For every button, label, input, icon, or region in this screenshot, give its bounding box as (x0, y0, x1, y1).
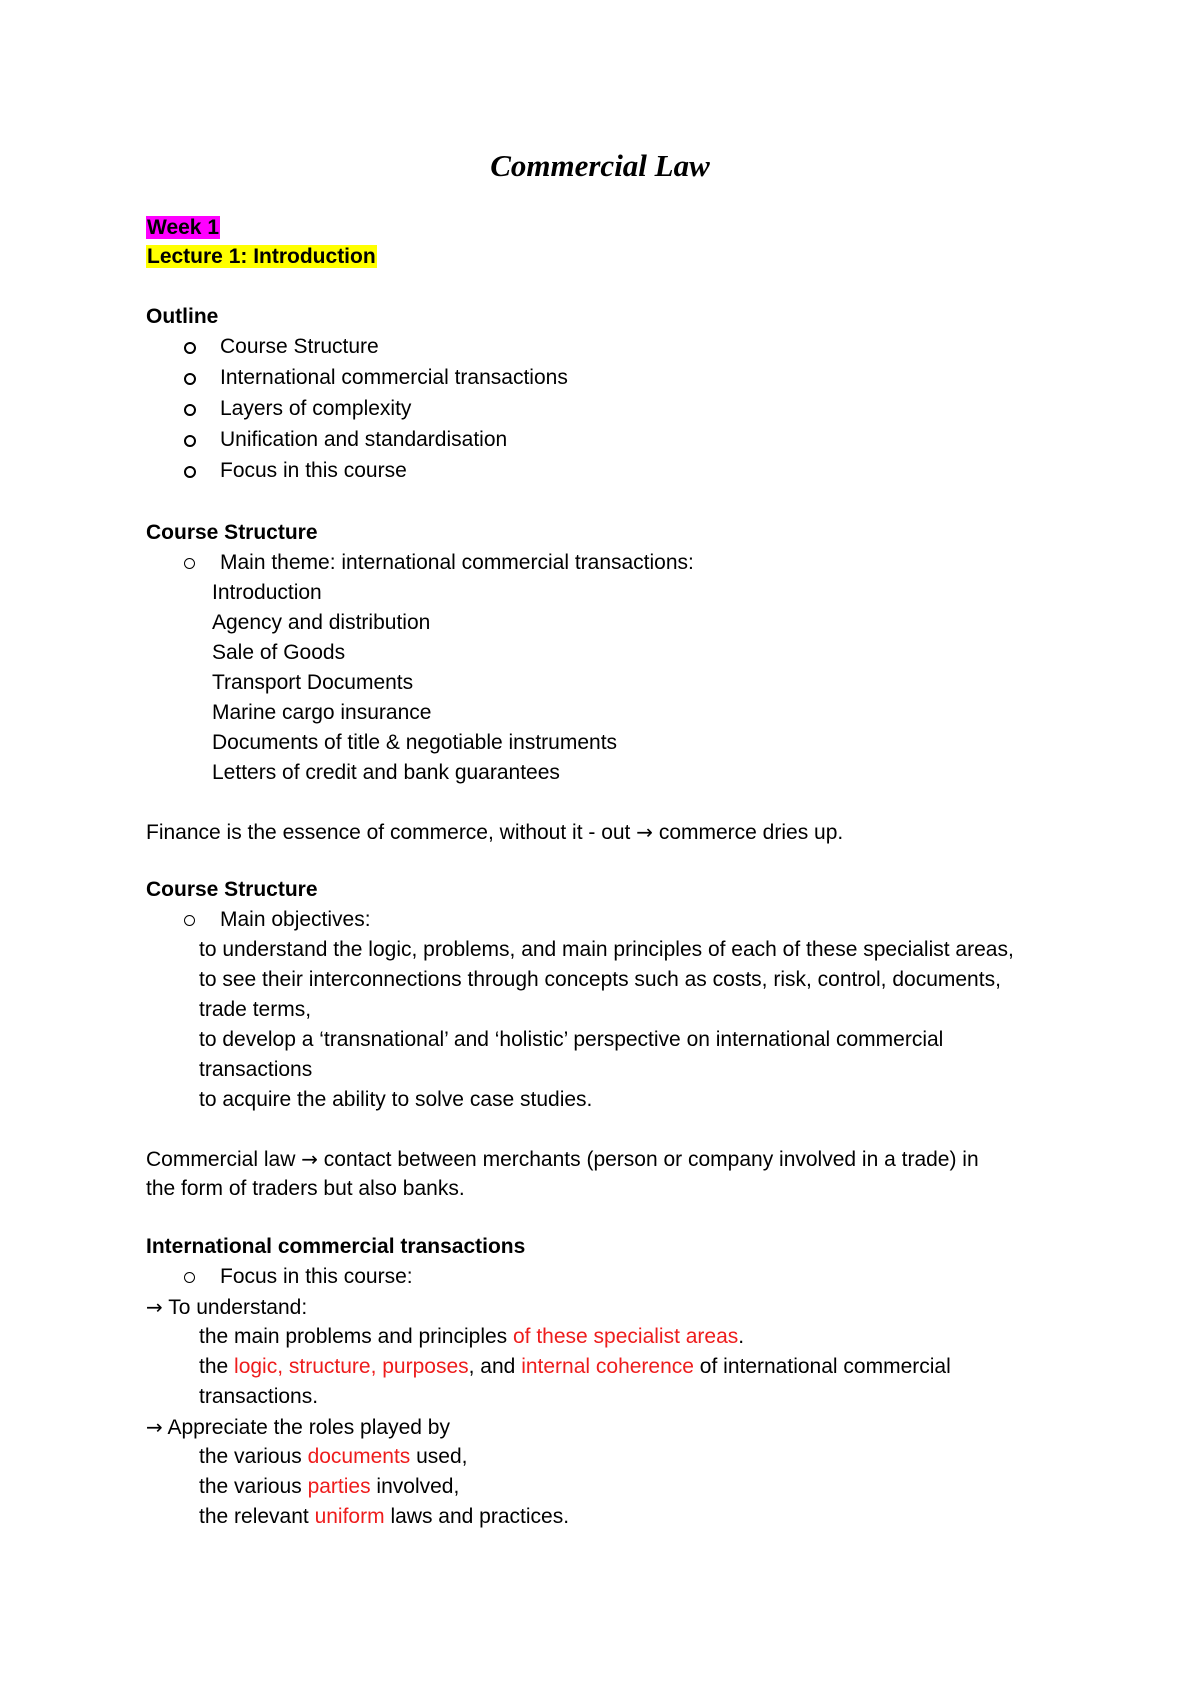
week-label: Week 1 (147, 216, 219, 239)
finance-note-text-end: commerce dries up. (652, 821, 844, 844)
main-objectives-bullet: Main objectives: (220, 908, 371, 931)
week-label-line (146, 214, 220, 242)
text-segment: the main problems and principles (199, 1325, 513, 1348)
text-segment: the various (199, 1445, 308, 1468)
course-structure-heading: Course Structure (146, 521, 318, 544)
topic-item: Documents of title & negotiable instruments (212, 731, 618, 754)
commercial-law-note-text: Commercial law (146, 1148, 302, 1171)
appreciate-line (199, 1473, 459, 1501)
appreciate-line (199, 1503, 569, 1531)
text-segment: involved, (370, 1475, 460, 1498)
arrow-right-icon: → (636, 820, 653, 844)
objective-line: to see their interconnections through concepts such as costs, risk, control, documents, (199, 968, 1001, 991)
outline-heading: Outline (146, 305, 219, 328)
outline-bullet-icon (184, 373, 196, 385)
outline-bullet-icon (184, 435, 196, 447)
text-segment: , and (468, 1355, 522, 1378)
topic-item: Marine cargo insurance (212, 701, 432, 724)
topic-item: Sale of Goods (212, 641, 346, 664)
emphasis-text: logic, structure, purposes (234, 1355, 469, 1378)
objective-line: to understand the logic, problems, and main principles of each of these specialist areas, (199, 938, 1014, 961)
emphasis-text: of these specialist areas (513, 1325, 739, 1348)
text-segment: . (738, 1325, 745, 1348)
emphasis-text: internal coherence (521, 1355, 694, 1378)
outline-item: Course Structure (220, 335, 379, 358)
text-segment: the relevant (199, 1505, 315, 1528)
appreciate-label-line (146, 1413, 450, 1441)
understand-label-line (146, 1293, 307, 1321)
course-structure-heading: Course Structure (146, 878, 318, 901)
outline-item: International commercial transactions (220, 366, 568, 389)
lecture-label: Lecture 1: Introduction (147, 245, 376, 268)
finance-note (146, 818, 843, 846)
text-segment: laws and practices. (384, 1505, 570, 1528)
understand-line (199, 1353, 951, 1381)
topic-item: Transport Documents (212, 671, 414, 694)
outline-item: Layers of complexity (220, 397, 412, 420)
ict-heading: International commercial transactions (146, 1235, 526, 1258)
lecture-label-line (146, 243, 377, 271)
text-segment: used, (410, 1445, 468, 1468)
commercial-law-note-line2: the form of traders but also banks. (146, 1177, 465, 1200)
understand-line (199, 1323, 744, 1351)
understand-label: To understand: (162, 1296, 308, 1319)
arrow-right-icon: → (146, 1295, 163, 1319)
document-title: Commercial Law (490, 148, 710, 183)
topic-item: Introduction (212, 581, 322, 604)
finance-note-text: Finance is the essence of commerce, without it - out (146, 821, 637, 844)
arrow-right-icon: → (146, 1415, 163, 1439)
emphasis-text: parties (307, 1475, 371, 1498)
text-segment: the various (199, 1475, 308, 1498)
outline-bullet-icon (184, 466, 196, 478)
emphasis-text: uniform (314, 1505, 385, 1528)
understand-line: transactions. (199, 1385, 319, 1408)
circle-bullet-icon (184, 1272, 195, 1283)
commercial-law-note-text-end: contact between merchants (person or company involved in a trade) in (317, 1148, 979, 1171)
appreciate-line (199, 1443, 468, 1471)
objective-line: to develop a ‘transnational’ and ‘holistic’ perspective on international commercial (199, 1028, 944, 1051)
outline-bullet-icon (184, 404, 196, 416)
text-segment: of international commercial (693, 1355, 951, 1378)
objective-line: transactions (199, 1058, 313, 1081)
arrow-right-icon: → (301, 1147, 318, 1171)
commercial-law-note (146, 1145, 979, 1173)
focus-bullet: Focus in this course: (220, 1265, 413, 1288)
topic-item: Letters of credit and bank guarantees (212, 761, 560, 784)
outline-bullet-icon (184, 342, 196, 354)
emphasis-text: documents (307, 1445, 411, 1468)
appreciate-label: Appreciate the roles played by (162, 1416, 450, 1439)
circle-bullet-icon (184, 558, 195, 569)
circle-bullet-icon (184, 915, 195, 926)
text-segment: the (199, 1355, 235, 1378)
main-theme-bullet: Main theme: international commercial transactions: (220, 551, 694, 574)
objective-line: to acquire the ability to solve case studies. (199, 1088, 593, 1111)
objective-line: trade terms, (199, 998, 312, 1021)
outline-item: Focus in this course (220, 459, 407, 482)
outline-item: Unification and standardisation (220, 428, 508, 451)
topic-item: Agency and distribution (212, 611, 431, 634)
